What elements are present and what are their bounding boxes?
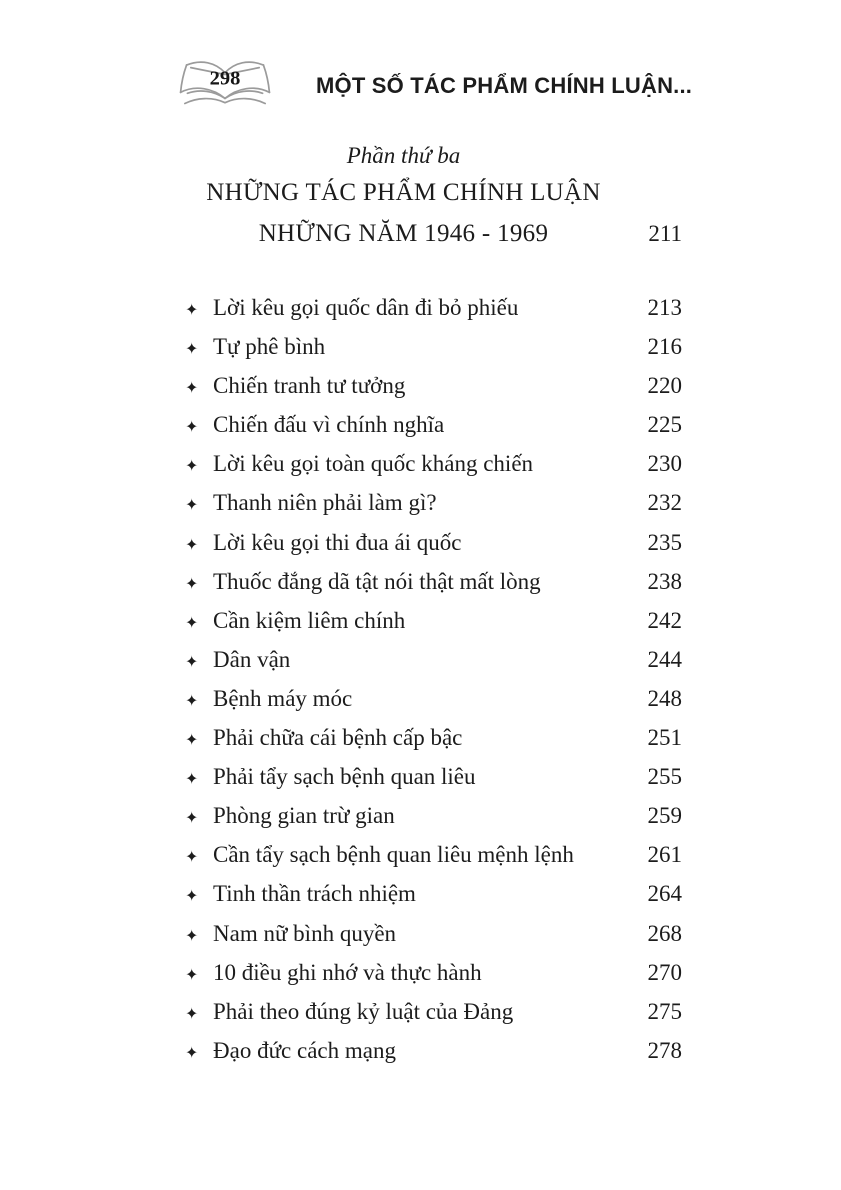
entry-page-number: 216 — [647, 334, 682, 360]
entry-page-number: 248 — [647, 685, 682, 711]
entry-title: Chiến đấu vì chính nghĩa — [213, 412, 445, 438]
toc-entry — [185, 288, 682, 327]
toc-entry — [185, 483, 682, 522]
entry-page-number: 270 — [647, 959, 682, 985]
star-bullet-icon: ✦ — [185, 458, 199, 476]
toc-entry — [185, 757, 682, 796]
entry-title: Thanh niên phải làm gì? — [213, 490, 437, 516]
star-bullet-icon: ✦ — [185, 536, 199, 554]
entry-title: Nam nữ bình quyền — [213, 920, 397, 946]
entry-page-number: 275 — [647, 998, 682, 1024]
entry-page-number: 264 — [647, 881, 682, 907]
toc-entry — [185, 718, 682, 757]
entry-page-number: 268 — [647, 920, 682, 946]
toc-entry — [185, 366, 682, 405]
star-bullet-icon: ✦ — [185, 810, 199, 828]
page-header — [178, 52, 693, 120]
part-label: Phần thứ ba — [346, 143, 461, 168]
entry-title: Phải theo đúng kỷ luật của Đảng — [213, 998, 514, 1024]
entry-title: Thuốc đắng dã tật nói thật mất lòng — [213, 568, 541, 594]
entry-page-number: 230 — [647, 451, 682, 477]
entry-page-number: 225 — [647, 412, 682, 438]
entry-title: 10 điều ghi nhớ và thực hành — [213, 959, 482, 985]
toc-entry — [185, 640, 682, 679]
entry-title: Phải chữa cái bệnh cấp bậc — [213, 725, 463, 751]
star-bullet-icon: ✦ — [185, 419, 199, 437]
star-bullet-icon: ✦ — [185, 1044, 199, 1062]
star-bullet-icon: ✦ — [185, 497, 199, 515]
section-title-line2: NHỮNG NĂM 1946 - 1969 — [258, 220, 549, 247]
star-bullet-icon: ✦ — [185, 966, 199, 984]
entry-page-number: 235 — [647, 529, 682, 555]
toc-entry — [185, 327, 682, 366]
entry-title: Bệnh máy móc — [213, 685, 353, 711]
toc-entry — [185, 796, 682, 835]
toc-entry — [185, 953, 682, 992]
star-bullet-icon: ✦ — [185, 302, 199, 319]
entry-title: Tinh thần trách nhiệm — [213, 881, 416, 907]
toc-entry — [185, 874, 682, 913]
entry-title: Phòng gian trừ gian — [213, 803, 395, 829]
star-bullet-icon: ✦ — [185, 888, 199, 906]
toc-entry — [185, 562, 682, 601]
entry-page-number: 244 — [647, 646, 682, 672]
star-bullet-icon: ✦ — [185, 927, 199, 945]
toc-entry — [185, 835, 682, 874]
toc-entry — [185, 914, 682, 953]
entry-title: Phải tẩy sạch bệnh quan liêu — [213, 764, 476, 790]
star-bullet-icon: ✦ — [185, 1005, 199, 1023]
entry-title: Lời kêu gọi toàn quốc kháng chiến — [213, 451, 534, 477]
entry-title: Cần kiệm liêm chính — [213, 607, 406, 633]
toc-entry — [185, 405, 682, 444]
entry-page-number: 259 — [647, 803, 682, 829]
running-title: MỘT SỐ TÁC PHẨM CHÍNH LUẬN... — [316, 73, 693, 98]
entry-page-number: 242 — [647, 607, 682, 633]
section-heading — [185, 140, 682, 254]
entry-page-number: 255 — [647, 764, 682, 790]
entry-title: Đạo đức cách mạng — [213, 1037, 396, 1063]
entry-title: Tự phê bình — [213, 334, 326, 360]
entry-page-number: 220 — [647, 373, 682, 399]
section-page-number: 211 — [648, 221, 682, 246]
entry-title: Lời kêu gọi quốc dân đi bỏ phiếu — [213, 295, 519, 320]
entry-title: Dân vận — [213, 646, 291, 672]
entry-page-number: 251 — [647, 725, 682, 751]
entry-page-number: 238 — [647, 568, 682, 594]
entry-page-number: 278 — [647, 1037, 682, 1063]
entry-page-number: 213 — [647, 295, 682, 320]
toc-entry — [185, 679, 682, 718]
star-bullet-icon: ✦ — [185, 732, 199, 750]
star-bullet-icon: ✦ — [185, 614, 199, 632]
section-title-line1: NHỮNG TÁC PHẨM CHÍNH LUẬN — [206, 179, 601, 206]
star-bullet-icon: ✦ — [185, 653, 199, 671]
toc-entry — [185, 601, 682, 640]
star-bullet-icon: ✦ — [185, 575, 199, 593]
entry-title: Cần tẩy sạch bệnh quan liêu mệnh lệnh — [213, 842, 574, 868]
table-of-contents — [185, 288, 682, 1070]
entry-title: Chiến tranh tư tưởng — [213, 373, 406, 399]
star-bullet-icon: ✦ — [185, 380, 199, 398]
toc-entry — [185, 992, 682, 1031]
entry-page-number: 232 — [647, 490, 682, 516]
star-bullet-icon: ✦ — [185, 692, 199, 710]
entry-page-number: 261 — [647, 842, 682, 868]
header-page-number: 298 — [209, 67, 241, 90]
toc-entry — [185, 523, 682, 562]
open-book-icon — [178, 52, 272, 120]
star-bullet-icon: ✦ — [185, 341, 199, 359]
toc-entry — [185, 444, 682, 483]
toc-entry — [185, 1031, 682, 1070]
star-bullet-icon: ✦ — [185, 849, 199, 867]
star-bullet-icon: ✦ — [185, 771, 199, 789]
entry-title: Lời kêu gọi thi đua ái quốc — [213, 529, 462, 555]
